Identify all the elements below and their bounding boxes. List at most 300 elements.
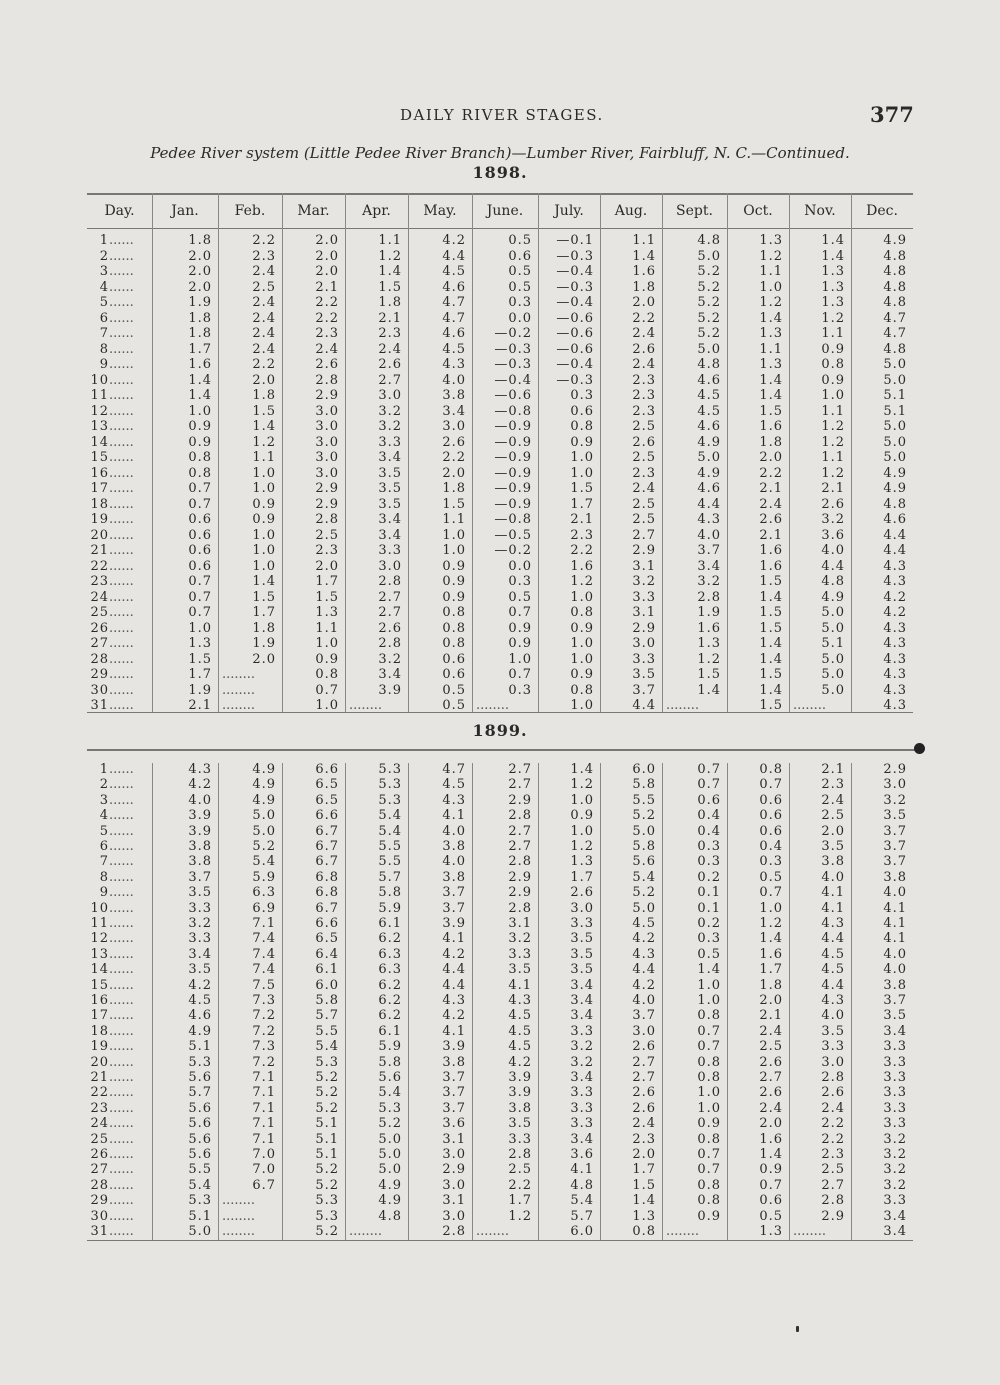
stage-value-oct: 2.1 [759, 481, 783, 496]
stage-value-aug: 2.3 [632, 388, 656, 403]
stage-value-dec: 3.0 [883, 777, 907, 793]
stage-value-mar: 1.7 [315, 574, 339, 589]
stage-value-may: 4.7 [442, 762, 466, 777]
stage-value-apr: 1.1 [378, 233, 402, 248]
stage-value-mar: 6.7 [315, 900, 339, 916]
stage-value-dec: 4.1 [883, 900, 907, 916]
stage-value-june: 2.5 [508, 1162, 532, 1178]
stage-value-nov: 2.0 [821, 823, 845, 839]
stage-value-nov: 3.2 [821, 512, 845, 527]
stage-value-dec: 2.9 [883, 762, 907, 777]
day-label [89, 249, 134, 264]
stage-value-dec: 4.3 [883, 620, 907, 636]
stage-value-aug: 2.3 [632, 372, 656, 388]
stage-value-apr: 6.2 [378, 1008, 402, 1024]
stage-value-july: 1.7 [570, 869, 594, 885]
day-label [89, 512, 134, 527]
stage-value-sept: 1.4 [697, 682, 721, 698]
stage-value-june: 2.7 [508, 762, 532, 777]
stage-value-mar: 3.0 [315, 450, 339, 465]
stage-value-aug: 2.5 [632, 496, 656, 512]
stage-value-dec: 5.0 [883, 357, 907, 372]
stage-value-feb: 1.0 [252, 527, 276, 543]
day-label [89, 373, 134, 388]
stage-value-jan: 5.6 [188, 1116, 212, 1132]
stage-value-apr: 3.0 [378, 388, 402, 403]
stage-value-june: 0.5 [508, 279, 532, 295]
stage-value-oct: 0.6 [759, 1193, 783, 1209]
stage-value-dec: 4.3 [883, 558, 907, 574]
stage-value-apr: 4.9 [378, 1177, 402, 1193]
stage-value-july: 0.9 [570, 434, 594, 450]
day-number: 22 [90, 1085, 109, 1101]
day-leader-dots: ...... [109, 1147, 134, 1162]
stage-value-nov: 2.8 [821, 1193, 845, 1209]
day-leader-dots: ...... [109, 357, 134, 372]
stage-value-dec: 3.2 [883, 1147, 907, 1162]
stage-value-may: 3.0 [442, 419, 466, 434]
stage-value-sept: 4.3 [697, 512, 721, 527]
stage-value-mar: 1.1 [315, 620, 339, 636]
stage-value-oct: 1.4 [759, 651, 783, 667]
stage-value-aug: 5.4 [632, 869, 656, 885]
stage-value-apr: 5.8 [378, 885, 402, 901]
column-header-july: July. [554, 203, 584, 219]
day-number: 8 [99, 341, 109, 357]
stage-value-june: 0.5 [508, 233, 532, 248]
day-label [89, 1193, 134, 1208]
stage-value-may: 4.1 [442, 808, 466, 824]
stage-value-nov: 5.0 [821, 682, 845, 698]
stage-value-jan: 0.7 [188, 481, 212, 496]
stage-value-nov: 5.0 [821, 605, 845, 620]
stage-value-aug: 2.4 [632, 357, 656, 372]
day-label [89, 993, 134, 1008]
stage-value-june: 0.3 [508, 574, 532, 589]
stage-value-oct: 1.3 [759, 1224, 783, 1239]
stage-value-june: 2.9 [508, 885, 532, 901]
stage-value-sept: 1.2 [697, 651, 721, 667]
day-number: 19 [90, 512, 109, 527]
stage-value-aug: 1.4 [632, 248, 656, 264]
stage-value-apr: 5.5 [378, 854, 402, 870]
stage-value-july: 3.3 [570, 916, 594, 931]
stage-value-feb: 1.0 [252, 543, 276, 558]
day-label [89, 388, 134, 403]
stage-value-dec: 4.2 [883, 589, 907, 605]
stage-value-nov: 4.1 [821, 885, 845, 901]
stage-value-mar: 6.1 [315, 962, 339, 978]
day-label [89, 1162, 134, 1177]
stage-value-dec: 3.7 [883, 839, 907, 854]
stage-value-oct: 1.0 [759, 900, 783, 916]
stage-value-aug: 5.0 [632, 823, 656, 839]
stage-value-sept: 4.6 [697, 481, 721, 496]
stage-value-aug: 3.0 [632, 1023, 656, 1039]
empty-cell-leader: ........ [222, 1224, 256, 1239]
column-header-dec: Dec. [866, 203, 898, 219]
stage-value-july: 1.4 [570, 762, 594, 777]
stage-value-june: 2.7 [508, 777, 532, 793]
stage-value-apr: 2.6 [378, 620, 402, 636]
stage-value-may: 0.5 [442, 698, 466, 713]
stage-value-may: 2.8 [442, 1224, 466, 1239]
stage-value-dec: 3.3 [883, 1039, 907, 1055]
stage-value-aug: 5.0 [632, 900, 656, 916]
stage-value-sept: 4.5 [697, 403, 721, 419]
stage-value-may: 2.0 [442, 465, 466, 481]
stage-value-aug: 5.6 [632, 854, 656, 870]
stage-value-may: 4.0 [442, 372, 466, 388]
stage-value-nov: 0.9 [821, 372, 845, 388]
stage-value-aug: 3.3 [632, 651, 656, 667]
stage-value-jan: 0.7 [188, 574, 212, 589]
stage-value-dec: 4.3 [883, 667, 907, 682]
day-number: 22 [90, 558, 109, 574]
stage-value-jan: 0.9 [188, 434, 212, 450]
stage-value-oct: 1.6 [759, 558, 783, 574]
stage-value-may: 1.1 [442, 512, 466, 527]
stage-value-june: —0.9 [494, 419, 532, 434]
stage-value-mar: 5.1 [315, 1131, 339, 1147]
stage-value-mar: 2.9 [315, 388, 339, 403]
stage-value-aug: 4.2 [632, 977, 656, 993]
stage-value-feb: 1.9 [252, 636, 276, 651]
stage-value-may: 4.3 [442, 792, 466, 808]
stage-value-mar: 2.8 [315, 512, 339, 527]
stage-value-apr: 2.8 [378, 574, 402, 589]
day-label [89, 280, 134, 295]
stage-value-june: —0.3 [494, 341, 532, 357]
stage-value-sept: 4.8 [697, 357, 721, 372]
stage-value-sept: 0.7 [697, 1147, 721, 1162]
stage-value-aug: 2.4 [632, 1116, 656, 1132]
stage-value-jan: 4.6 [188, 1008, 212, 1024]
stage-value-aug: 1.6 [632, 264, 656, 279]
stage-value-apr: 2.3 [378, 326, 402, 341]
stage-value-mar: 5.2 [315, 1162, 339, 1178]
stage-value-jan: 2.1 [188, 698, 212, 713]
stage-value-july: 1.0 [570, 465, 594, 481]
day-number: 26 [90, 1147, 109, 1162]
stage-value-jan: 4.2 [188, 777, 212, 793]
stage-value-oct: 1.4 [759, 931, 783, 947]
day-label [89, 931, 134, 946]
stage-value-feb: 7.1 [252, 1116, 276, 1132]
stage-value-june: 2.7 [508, 839, 532, 854]
stage-value-may: 1.5 [442, 496, 466, 512]
day-number: 3 [99, 792, 109, 808]
stage-value-aug: 2.2 [632, 310, 656, 326]
stage-value-mar: 2.5 [315, 527, 339, 543]
stage-value-feb: 1.0 [252, 481, 276, 496]
stage-value-dec: 5.0 [883, 434, 907, 450]
stage-value-nov: 1.0 [821, 388, 845, 403]
stage-value-july: 3.5 [570, 946, 594, 962]
stage-value-nov: 2.2 [821, 1116, 845, 1132]
day-label [89, 885, 134, 900]
stage-value-feb: 7.4 [252, 962, 276, 978]
day-leader-dots: ...... [109, 1008, 134, 1024]
day-number: 23 [90, 574, 109, 589]
day-leader-dots: ...... [109, 1039, 134, 1055]
stage-value-oct: 1.5 [759, 403, 783, 419]
rule-top-1899 [87, 749, 917, 751]
day-label [89, 621, 134, 636]
stage-value-july: —0.4 [556, 357, 594, 372]
stage-value-oct: 2.0 [759, 993, 783, 1008]
stage-value-oct: 0.9 [759, 1162, 783, 1178]
stage-value-oct: 2.2 [759, 465, 783, 481]
stage-value-dec: 4.3 [883, 698, 907, 713]
stage-value-july: —0.3 [556, 372, 594, 388]
stage-value-june: 2.8 [508, 1147, 532, 1162]
stage-value-apr: 3.2 [378, 419, 402, 434]
day-label [89, 978, 134, 993]
stage-value-apr: 6.1 [378, 916, 402, 931]
stage-value-may: 3.7 [442, 1100, 466, 1116]
stage-value-july: 3.4 [570, 1131, 594, 1147]
stage-value-sept: 5.2 [697, 326, 721, 341]
day-number: 11 [90, 916, 109, 931]
stage-value-oct: 2.4 [759, 496, 783, 512]
day-leader-dots: ...... [109, 481, 134, 496]
stage-value-aug: 1.3 [632, 1208, 656, 1224]
stage-value-july: 0.9 [570, 808, 594, 824]
stage-value-mar: 0.9 [315, 651, 339, 667]
day-label [89, 295, 134, 310]
day-leader-dots: ...... [109, 698, 134, 713]
stage-value-aug: 5.8 [632, 777, 656, 793]
stage-value-apr: 4.9 [378, 1193, 402, 1209]
stage-value-june: 0.6 [508, 248, 532, 264]
day-label [89, 901, 134, 916]
stage-value-nov: 1.3 [821, 264, 845, 279]
stage-value-jan: 0.6 [188, 512, 212, 527]
stage-value-jan: 3.3 [188, 900, 212, 916]
day-leader-dots: ...... [109, 512, 134, 527]
stage-value-dec: 3.7 [883, 823, 907, 839]
stage-value-feb: 7.3 [252, 1039, 276, 1055]
stage-value-may: 3.4 [442, 403, 466, 419]
stage-value-sept: 4.6 [697, 419, 721, 434]
stage-value-apr: 1.2 [378, 248, 402, 264]
empty-cell-leader: ........ [222, 1208, 256, 1224]
stage-value-oct: 1.6 [759, 1131, 783, 1147]
stage-value-feb: 7.4 [252, 931, 276, 947]
day-label [89, 870, 134, 885]
stage-value-dec: 5.0 [883, 419, 907, 434]
stage-value-aug: 2.3 [632, 465, 656, 481]
stage-value-jan: 1.9 [188, 682, 212, 698]
stage-value-nov: 2.2 [821, 1131, 845, 1147]
stage-value-mar: 5.4 [315, 1039, 339, 1055]
stage-value-july: —0.6 [556, 326, 594, 341]
stage-value-feb: 4.9 [252, 792, 276, 808]
stage-value-aug: 2.4 [632, 481, 656, 496]
stage-value-dec: 4.7 [883, 326, 907, 341]
stage-value-dec: 4.3 [883, 682, 907, 698]
stage-value-feb: 7.2 [252, 1054, 276, 1070]
stage-value-jan: 1.0 [188, 403, 212, 419]
stage-value-sept: 4.4 [697, 496, 721, 512]
day-number: 24 [90, 1116, 109, 1132]
stage-value-july: 3.0 [570, 900, 594, 916]
day-label [89, 326, 134, 341]
stage-value-feb: 7.0 [252, 1162, 276, 1178]
stage-value-nov: 4.4 [821, 931, 845, 947]
stage-value-feb: 2.5 [252, 279, 276, 295]
day-number: 24 [90, 589, 109, 605]
stage-value-sept: 0.5 [697, 946, 721, 962]
stage-value-dec: 4.2 [883, 605, 907, 620]
stage-value-aug: 2.5 [632, 512, 656, 527]
stage-value-apr: 5.0 [378, 1131, 402, 1147]
stage-value-june: 0.0 [508, 558, 532, 574]
stage-value-nov: 4.8 [821, 574, 845, 589]
stage-value-apr: 2.7 [378, 605, 402, 620]
stage-value-dec: 4.3 [883, 651, 907, 667]
stage-value-jan: 1.0 [188, 620, 212, 636]
stage-value-jan: 3.8 [188, 854, 212, 870]
day-label [89, 683, 134, 698]
stage-value-june: 2.2 [508, 1177, 532, 1193]
stray-ink-mark [796, 1326, 799, 1332]
stage-value-apr: 2.6 [378, 357, 402, 372]
day-label [89, 357, 134, 372]
stage-value-jan: 0.7 [188, 605, 212, 620]
stage-value-jan: 0.9 [188, 419, 212, 434]
day-label [89, 667, 134, 682]
stage-value-oct: 0.7 [759, 777, 783, 793]
stage-value-sept: 5.2 [697, 295, 721, 310]
stage-value-nov: 1.4 [821, 233, 845, 248]
stage-value-nov: 1.2 [821, 310, 845, 326]
stage-value-dec: 4.8 [883, 248, 907, 264]
stage-value-dec: 3.2 [883, 1177, 907, 1193]
day-label [89, 605, 134, 620]
stage-value-aug: 2.7 [632, 527, 656, 543]
stage-value-apr: 6.1 [378, 1023, 402, 1039]
stage-value-oct: 2.0 [759, 1116, 783, 1132]
day-leader-dots: ...... [109, 885, 134, 901]
stage-value-july: 3.5 [570, 962, 594, 978]
stage-value-feb: 0.9 [252, 512, 276, 527]
day-number: 13 [90, 419, 109, 434]
stage-value-mar: 2.9 [315, 481, 339, 496]
stage-value-dec: 3.2 [883, 792, 907, 808]
stage-value-may: 1.0 [442, 527, 466, 543]
stage-value-aug: 2.3 [632, 403, 656, 419]
rule-bottom-1899 [87, 1240, 913, 1241]
stage-value-dec: 4.3 [883, 574, 907, 589]
stage-value-mar: 2.0 [315, 233, 339, 248]
stage-value-nov: 2.3 [821, 1147, 845, 1162]
stage-value-sept: 5.0 [697, 450, 721, 465]
stage-value-nov: 4.0 [821, 543, 845, 558]
stage-value-dec: 3.4 [883, 1208, 907, 1224]
stage-value-feb: 1.4 [252, 574, 276, 589]
day-number: 31 [90, 1224, 109, 1239]
day-leader-dots: ...... [109, 403, 134, 419]
day-leader-dots: ...... [109, 326, 134, 341]
stage-value-july: 2.6 [570, 885, 594, 901]
day-label [89, 793, 134, 808]
stage-value-june: 0.7 [508, 667, 532, 682]
stage-value-july: 1.0 [570, 636, 594, 651]
stage-value-sept: 5.0 [697, 248, 721, 264]
day-label [89, 1024, 134, 1039]
stage-value-aug: 1.1 [632, 233, 656, 248]
stage-value-oct: 0.7 [759, 1177, 783, 1193]
stage-value-july: 4.8 [570, 1177, 594, 1193]
stage-value-aug: 1.7 [632, 1162, 656, 1178]
stage-value-sept: 5.2 [697, 310, 721, 326]
stage-value-feb: 6.7 [252, 1177, 276, 1193]
day-leader-dots: ...... [109, 496, 134, 512]
stage-value-jan: 0.6 [188, 527, 212, 543]
stage-value-jan: 0.7 [188, 589, 212, 605]
stage-value-oct: 1.6 [759, 946, 783, 962]
day-leader-dots: ...... [109, 1023, 134, 1039]
stage-value-may: 4.0 [442, 823, 466, 839]
stage-value-mar: 6.4 [315, 946, 339, 962]
stage-value-july: 0.3 [570, 388, 594, 403]
stage-value-oct: 2.5 [759, 1039, 783, 1055]
stage-value-mar: 6.7 [315, 823, 339, 839]
stage-value-aug: 3.2 [632, 574, 656, 589]
stage-value-july: 1.0 [570, 823, 594, 839]
column-header-aug: Aug. [614, 203, 648, 219]
day-label [89, 1055, 134, 1070]
day-label [89, 559, 134, 574]
stage-value-sept: 2.8 [697, 589, 721, 605]
day-number: 17 [90, 1008, 109, 1024]
stage-value-sept: 0.2 [697, 869, 721, 885]
stage-value-dec: 4.4 [883, 543, 907, 558]
stage-value-mar: 6.5 [315, 777, 339, 793]
stage-value-sept: 1.0 [697, 977, 721, 993]
stage-value-oct: 1.2 [759, 248, 783, 264]
day-leader-dots: ...... [109, 900, 134, 916]
stage-value-apr: 5.3 [378, 777, 402, 793]
stage-value-mar: 6.6 [315, 762, 339, 777]
stage-value-mar: 1.5 [315, 589, 339, 605]
stage-value-nov: 5.0 [821, 667, 845, 682]
stage-value-july: 0.8 [570, 682, 594, 698]
stage-value-july: 1.0 [570, 589, 594, 605]
stage-value-mar: 2.0 [315, 264, 339, 279]
stage-value-jan: 5.1 [188, 1208, 212, 1224]
day-number: 28 [90, 651, 109, 667]
stage-value-feb: 1.0 [252, 558, 276, 574]
stage-value-june: 3.5 [508, 1116, 532, 1132]
column-header-sept: Sept. [676, 203, 713, 219]
stage-value-feb: 7.1 [252, 1131, 276, 1147]
day-label [89, 916, 134, 931]
stage-value-feb: 2.4 [252, 295, 276, 310]
stage-value-sept: 1.0 [697, 993, 721, 1008]
stage-value-june: —0.3 [494, 357, 532, 372]
stage-value-nov: 3.5 [821, 1023, 845, 1039]
column-header-may: May. [423, 203, 457, 219]
stage-value-may: 2.2 [442, 450, 466, 465]
day-leader-dots: ...... [109, 233, 134, 248]
stage-value-feb: 5.4 [252, 854, 276, 870]
stage-value-sept: 4.8 [697, 233, 721, 248]
margin-dot-mark [914, 743, 925, 754]
day-leader-dots: ...... [109, 1100, 134, 1116]
